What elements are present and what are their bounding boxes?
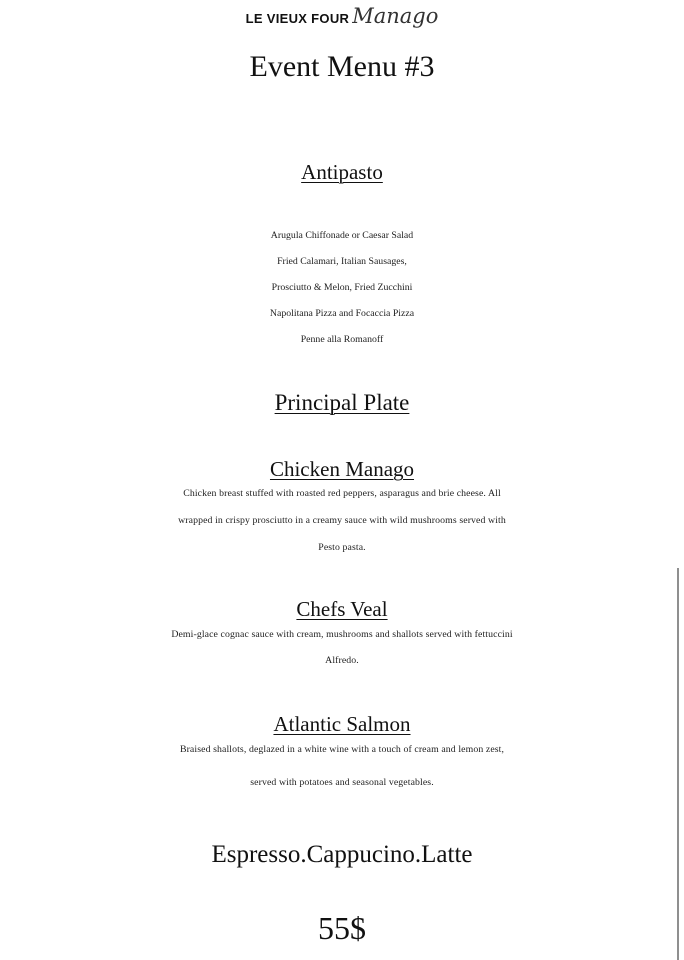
antipasto-item: Fried Calamari, Italian Sausages, xyxy=(277,256,407,267)
antipasto-item: Prosciutto & Melon, Fried Zucchini xyxy=(271,282,413,293)
price: 55$ xyxy=(318,910,366,946)
dish-name-salmon: Atlantic Salmon xyxy=(273,712,411,736)
scrollbar[interactable] xyxy=(677,568,679,960)
dish-description-line: Braised shallots, deglazed in a white wine with a touch of cream and lemon zest, xyxy=(179,744,505,755)
logo-brand: LE VIEUX FOUR xyxy=(245,11,350,26)
antipasto-item: Penne alla Romanoff xyxy=(300,334,384,345)
dish-description-line: Chicken breast stuffed with roasted red peppers, asparagus and brie cheese. All xyxy=(183,488,501,499)
beverages: Espresso.Cappucino.Latte xyxy=(211,841,473,868)
logo xyxy=(0,4,684,28)
antipasto-item: Arugula Chiffonade or Caesar Salad xyxy=(270,230,414,241)
dish-name-veal: Chefs Veal xyxy=(296,597,388,621)
dish-description-line: Demi-glace cognac sauce with cream, mushrooms and shallots served with fettuccini xyxy=(171,629,513,640)
logo-script: Manago xyxy=(352,4,439,28)
dish-description-line: served with potatoes and seasonal vegetables. xyxy=(250,777,434,788)
antipasto-heading: Antipasto xyxy=(301,160,383,184)
dish-description-line: Pesto pasta. xyxy=(318,542,366,553)
dish-description-line: Alfredo. xyxy=(325,655,359,666)
dish-description-line: wrapped in crispy prosciutto in a creamy sauce with wild mushrooms served with xyxy=(178,515,506,526)
principal-plate-heading: Principal Plate xyxy=(274,390,410,415)
menu-title: Event Menu #3 xyxy=(249,50,435,83)
dish-name-chicken: Chicken Manago xyxy=(269,457,415,481)
antipasto-item: Napolitana Pizza and Focaccia Pizza xyxy=(269,308,415,319)
